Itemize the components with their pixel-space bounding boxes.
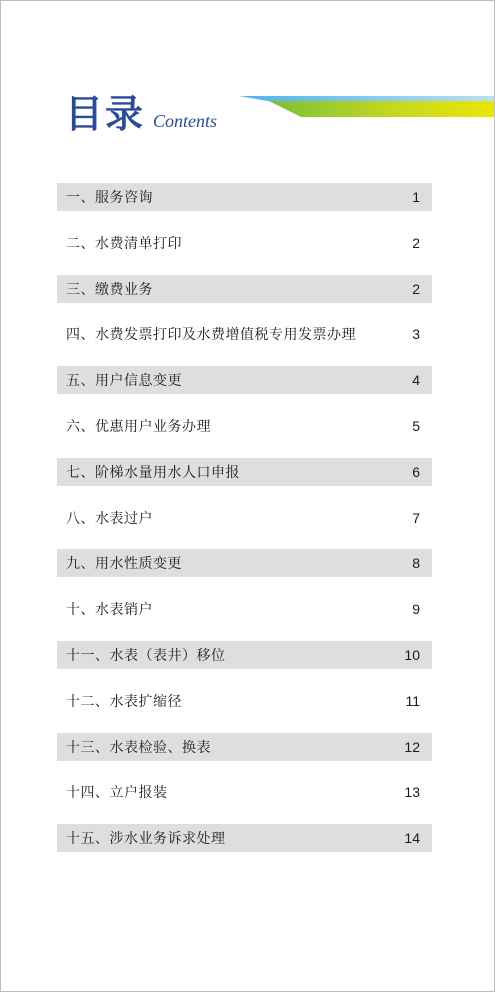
- page-subtitle: Contents: [153, 111, 218, 131]
- toc-entry-page-number: 3: [412, 326, 420, 343]
- toc-entry-title: 五、用户信息变更: [66, 373, 182, 390]
- toc-entry-page-number: 10: [404, 646, 420, 663]
- toc-entry-page-number: 8: [412, 555, 420, 572]
- toc-entry-page-number: 4: [412, 372, 420, 389]
- toc-entry-page-number: 1: [412, 189, 420, 205]
- toc-entry-title: 十三、水表检验、换表: [66, 739, 211, 756]
- toc-entry[interactable]: [57, 320, 432, 348]
- page-title: 目录: [65, 92, 146, 136]
- toc-entry[interactable]: [57, 687, 432, 715]
- toc-entry-title: 十四、立户报装: [66, 785, 168, 802]
- toc-entry-page-number: 5: [412, 417, 420, 434]
- toc-entry-page-number: 13: [404, 784, 420, 801]
- toc-entry-page-number: 11: [405, 692, 420, 709]
- toc-entry-page-number: 7: [412, 509, 420, 526]
- toc-entry-title: 六、优惠用户业务办理: [66, 418, 211, 435]
- toc-entry[interactable]: [57, 183, 432, 211]
- table-of-contents: [57, 183, 432, 870]
- toc-entry-page-number: 2: [412, 234, 420, 251]
- toc-entry[interactable]: [57, 595, 432, 623]
- toc-entry[interactable]: [57, 366, 432, 394]
- toc-entry[interactable]: [57, 733, 432, 761]
- toc-entry-title: 七、阶梯水量用水人口申报: [66, 464, 240, 481]
- toc-entry-title: 十五、涉水业务诉求处理: [66, 831, 226, 848]
- toc-entry-title: 四、水费发票打印及水费增值税专用发票办理: [66, 327, 356, 344]
- toc-entry[interactable]: [57, 412, 432, 440]
- toc-entry[interactable]: [57, 504, 432, 532]
- toc-entry[interactable]: [57, 824, 432, 852]
- toc-entry[interactable]: [57, 229, 432, 257]
- toc-entry-title: 十、水表销户: [66, 602, 153, 619]
- toc-entry[interactable]: [57, 549, 432, 577]
- toc-entry-title: 三、缴费业务: [66, 281, 153, 298]
- toc-entry-title: 二、水费清单打印: [66, 235, 182, 252]
- toc-entry-page-number: 2: [412, 280, 420, 297]
- toc-entry[interactable]: [57, 641, 432, 669]
- toc-entry-page-number: 6: [412, 463, 420, 480]
- toc-entry-title: 九、用水性质变更: [66, 556, 182, 573]
- toc-entry-title: 十二、水表扩缩径: [66, 693, 182, 710]
- toc-entry-page-number: 9: [412, 601, 420, 618]
- decorative-stripe: [239, 96, 495, 117]
- title-block: [65, 83, 217, 138]
- toc-entry[interactable]: [57, 778, 432, 806]
- toc-entry[interactable]: [57, 458, 432, 486]
- toc-entry-page-number: 14: [404, 830, 420, 847]
- toc-entry-title: 八、水表过户: [66, 510, 153, 527]
- toc-entry-title: 一、服务咨询: [66, 190, 153, 206]
- toc-entry[interactable]: [57, 275, 432, 303]
- toc-entry-page-number: 12: [404, 738, 420, 755]
- toc-entry-title: 十一、水表（表井）移位: [66, 647, 226, 664]
